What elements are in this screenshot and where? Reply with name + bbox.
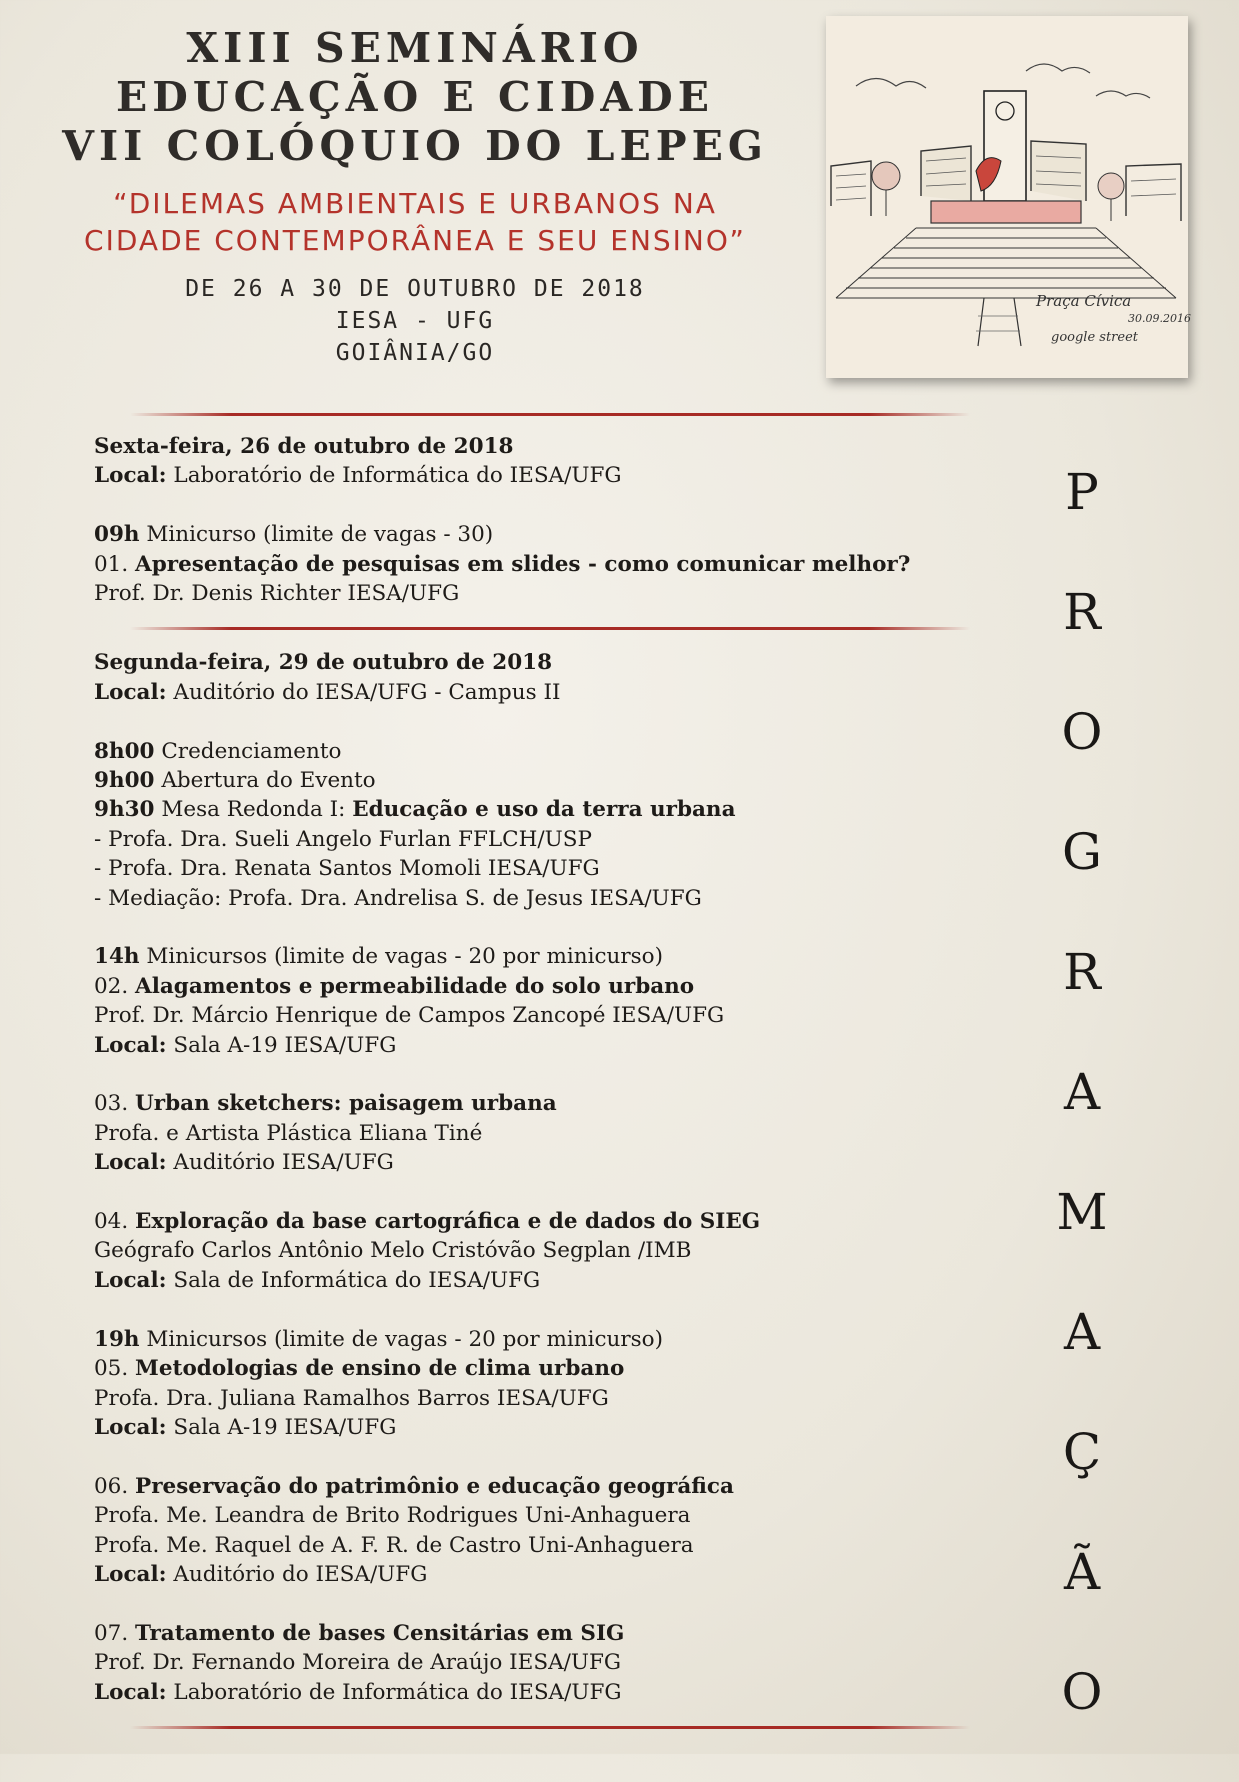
item-title: Exploração da base cartográfica e de dados do SIEG — [135, 1209, 761, 1235]
event-theme-line-2: CIDADE CONTEMPORÂNEA E SEU ENSINO” — [84, 224, 746, 257]
line-label: Local: — [94, 1032, 167, 1058]
spacer — [94, 707, 954, 736]
line-label: Local: — [94, 679, 167, 705]
schedule-line — [94, 678, 954, 707]
schedule-line — [94, 648, 954, 677]
line-text: Mesa Redonda I: — [154, 797, 353, 823]
vertical-letter: M — [1056, 1183, 1108, 1241]
schedule-line — [94, 1560, 954, 1589]
item-title: Tratamento de bases Censitárias em SIG — [135, 1620, 625, 1646]
spacer — [94, 1589, 954, 1618]
line-text: Minicursos (limite de vagas - 20 por minicurso) — [139, 944, 663, 970]
item-number: 06. — [94, 1473, 136, 1499]
schedule-day-2 — [94, 648, 954, 1707]
event-title-line-1: XIII SEMINÁRIO — [186, 24, 644, 72]
line-text: Prof. Dr. Fernando Moreira de Araújo IESA/UFG — [94, 1650, 622, 1676]
item-number: 01. — [94, 551, 136, 577]
line-text: Prof. Dr. Denis Richter IESA/UFG — [94, 581, 460, 607]
line-label: Sexta-feira, 26 de outubro de 2018 — [94, 434, 514, 459]
item-title: Apresentação de pesquisas em slides - como comunicar melhor? — [135, 551, 911, 577]
spacer — [94, 1178, 954, 1207]
item-title: Educação e uso da terra urbana — [352, 797, 736, 823]
spacer — [94, 913, 954, 942]
vertical-title-programacao — [1052, 462, 1112, 1782]
item-number: 02. — [94, 973, 136, 999]
schedule-line — [94, 1119, 954, 1148]
line-label: Local: — [94, 1561, 167, 1587]
divider-bottom — [130, 1726, 970, 1729]
vertical-letter: Ç — [1062, 1423, 1102, 1481]
spacer — [94, 491, 954, 520]
spacer — [94, 1442, 954, 1471]
item-title: Preservação do patrimônio e educação geográfica — [135, 1473, 734, 1499]
line-label: Local: — [94, 1150, 167, 1176]
schedule-line — [94, 1619, 954, 1648]
schedule-day-1 — [94, 432, 954, 608]
vertical-letter: R — [1063, 583, 1101, 641]
schedule-line — [94, 825, 954, 854]
line-text: Auditório IESA/UFG — [166, 1150, 394, 1176]
schedule-line — [94, 1413, 954, 1442]
schedule-line — [94, 1384, 954, 1413]
line-label: Segunda-feira, 29 de outubro de 2018 — [94, 650, 553, 676]
line-text: Sala de Informática do IESA/UFG — [166, 1267, 541, 1293]
line-text: Prof. Dr. Márcio Henrique de Campos Zancopé IESA/UFG — [94, 1003, 725, 1029]
line-text: Profa. e Artista Plástica Eliana Tiné — [94, 1120, 483, 1146]
line-text: - Profa. Dra. Sueli Angelo Furlan FFLCH/USP — [94, 826, 592, 852]
spacer — [94, 1060, 954, 1089]
sketch-caption: Praça Cívica — [1036, 292, 1132, 310]
item-title: Urban sketchers: paisagem urbana — [135, 1091, 557, 1117]
line-text: Sala A-19 IESA/UFG — [166, 1032, 397, 1058]
vertical-letter: A — [1063, 1303, 1101, 1361]
item-number: 05. — [94, 1356, 136, 1382]
item-number: 07. — [94, 1620, 136, 1646]
line-text: Abertura do Evento — [154, 768, 376, 794]
schedule-line — [94, 1354, 954, 1383]
line-label: 19h — [94, 1326, 140, 1352]
line-text: Minicurso (limite de vagas - 30) — [139, 522, 494, 548]
vertical-letter: O — [1061, 1663, 1103, 1721]
vertical-letter: G — [1062, 823, 1102, 881]
schedule-line — [94, 1148, 954, 1177]
event-theme — [0, 185, 830, 259]
item-number: 04. — [94, 1209, 136, 1235]
schedule-line — [94, 520, 954, 549]
schedule-line — [94, 1501, 954, 1530]
schedule-line — [94, 1472, 954, 1501]
event-title-line-2: EDUCAÇÃO E CIDADE — [116, 73, 714, 121]
schedule-line — [94, 795, 954, 824]
divider-top — [130, 413, 970, 416]
praca-civica-sketch — [826, 16, 1191, 378]
spacer — [94, 1295, 954, 1324]
schedule-line — [94, 1207, 954, 1236]
line-text: Geógrafo Carlos Antônio Melo Cristóvão Segplan /IMB — [94, 1238, 692, 1264]
line-label: 14h — [94, 944, 140, 970]
line-label: 9h30 — [94, 797, 155, 823]
line-label: Local: — [94, 463, 167, 489]
sketch-credit: google street — [1051, 330, 1139, 345]
line-text: Profa. Dra. Juliana Ramalhos Barros IESA/UFG — [94, 1385, 609, 1411]
vertical-letter: R — [1063, 943, 1101, 1001]
schedule-line — [94, 1531, 954, 1560]
schedule-line — [94, 1325, 954, 1354]
sketch-date: 30.09.2016 — [1128, 312, 1191, 325]
schedule-line — [94, 942, 954, 971]
line-text: Laboratório de Informática do IESA/UFG — [166, 463, 622, 489]
line-text: Profa. Me. Raquel de A. F. R. de Castro Uni-Anhaguera — [94, 1532, 694, 1558]
schedule-line — [94, 1236, 954, 1265]
schedule-line — [94, 1648, 954, 1677]
schedule-line — [94, 1678, 954, 1707]
schedule-line — [94, 550, 954, 579]
item-number: 03. — [94, 1091, 136, 1117]
schedule-line — [94, 854, 954, 883]
event-venue: IESA - UFG — [335, 308, 495, 334]
line-text: - Profa. Dra. Renata Santos Momoli IESA/UFG — [94, 856, 600, 882]
vertical-letter: P — [1065, 463, 1099, 521]
schedule-line — [94, 1089, 954, 1118]
event-city: GOIÂNIA/GO — [335, 340, 495, 366]
event-theme-line-1: “DILEMAS AMBIENTAIS E URBANOS NA — [113, 187, 717, 220]
schedule-line — [94, 432, 954, 461]
item-title: Metodologias de ensino de clima urbano — [135, 1356, 625, 1382]
line-label: 9h00 — [94, 768, 155, 794]
line-text: Minicursos (limite de vagas - 20 por minicurso) — [139, 1326, 663, 1352]
line-label: 8h00 — [94, 738, 155, 764]
line-text: Credenciamento — [154, 738, 342, 764]
schedule-line — [94, 461, 954, 490]
line-label: Local: — [94, 1267, 167, 1293]
schedule-line — [94, 972, 954, 1001]
line-label: Local: — [94, 1414, 167, 1440]
line-text: Auditório do IESA/UFG — [166, 1561, 428, 1587]
event-dates — [0, 273, 830, 369]
event-date-range: DE 26 A 30 DE OUTUBRO DE 2018 — [185, 276, 645, 302]
item-title: Alagamentos e permeabilidade do solo urbano — [135, 973, 695, 999]
program-schedule — [94, 432, 954, 1707]
event-title-line-3: VII COLÓQUIO DO LEPEG — [62, 122, 768, 170]
line-text: Sala A-19 IESA/UFG — [166, 1414, 397, 1440]
schedule-line — [94, 1001, 954, 1030]
line-text: - Mediação: Profa. Dra. Andrelisa S. de Jesus IESA/UFG — [94, 885, 702, 911]
vertical-letter: Ã — [1063, 1543, 1101, 1601]
line-text: Laboratório de Informática do IESA/UFG — [166, 1679, 622, 1705]
schedule-line — [94, 579, 954, 608]
line-text: Profa. Me. Leandra de Brito Rodrigues Uni-Anhaguera — [94, 1503, 691, 1529]
schedule-line — [94, 1266, 954, 1295]
line-text: Auditório do IESA/UFG - Campus II — [166, 679, 561, 705]
schedule-line — [94, 766, 954, 795]
schedule-line — [94, 884, 954, 913]
schedule-line — [94, 737, 954, 766]
event-header — [0, 24, 830, 369]
vertical-letter: A — [1063, 1063, 1101, 1121]
line-label: 09h — [94, 522, 140, 548]
line-label: Local: — [94, 1679, 167, 1705]
schedule-line — [94, 1031, 954, 1060]
vertical-letter: O — [1061, 703, 1103, 761]
